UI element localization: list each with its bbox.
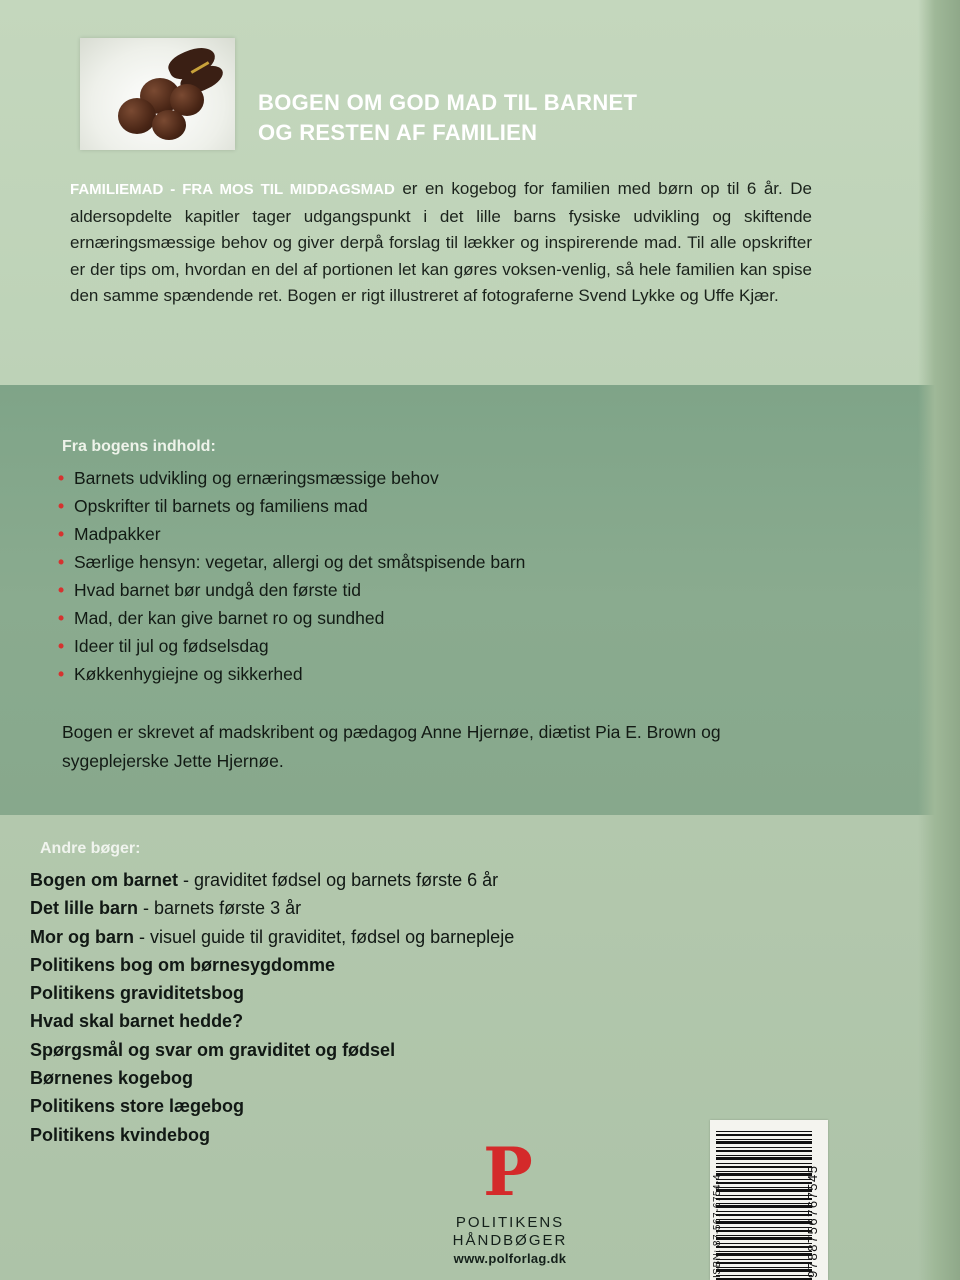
list-item [30, 866, 690, 894]
list-item [58, 464, 818, 492]
book-subtitle: - visuel guide til graviditet, fødsel og barnepleje [134, 926, 515, 947]
list-item [30, 923, 690, 951]
book-title: Politikens graviditetsbog [30, 983, 245, 1004]
list-item-label: Mad, der kan give barnet ro og sundhed [74, 608, 385, 628]
book-title: Hvad skal barnet hedde? [30, 1011, 244, 1032]
list-item [58, 520, 818, 548]
cover-edge [918, 0, 960, 1280]
bullet-icon: • [58, 608, 65, 628]
book-title: Børnenes kogebog [30, 1068, 194, 1089]
barcode-bars [716, 1128, 812, 1280]
book-title: Det lille barn [30, 898, 139, 919]
headline-line-1: BOGEN OM GOD MAD TIL BARNET [258, 90, 638, 115]
publisher-url: www.polforlag.dk [453, 1251, 567, 1266]
barcode-digits: 9788756767545 [805, 1164, 820, 1278]
other-books-list [30, 866, 690, 1149]
headline [258, 88, 878, 148]
list-item-label: Ideer til jul og fødselsdag [74, 636, 269, 656]
list-item [58, 548, 818, 576]
intro-text: er en kogebog for familien med børn op til 6 år. De aldersopdelte kapitler tager udgangspunkt i det lille barns fysiske udvikling og skiftende ernæringsmæssige behov og giver derpå forslag til lækker og inspirerende mad. Til alle opskrifter er der tips om, hvordan en del af portionen let kan gøres voksen-venlig, så hele familien kan spise den samme spændende ret. Bogen er rigt illustreret af fotograferne Svend Lykke og Uffe Kjær. [70, 179, 812, 305]
publisher-logo: P [483, 1133, 533, 1211]
contents-heading: Fra bogens indhold: [62, 438, 216, 455]
book-title: Politikens store lægebog [30, 1096, 245, 1117]
list-item [30, 1092, 690, 1120]
book-title: Politikens bog om børnesygdomme [30, 954, 336, 975]
list-item [30, 951, 690, 979]
list-item-label: Barnets udvikling og ernæringsmæssige behov [74, 468, 439, 488]
bullet-icon: • [58, 496, 65, 516]
list-item [30, 1036, 690, 1064]
list-item-label: Særlige hensyn: vegetar, allergi og det småtspisende barn [74, 552, 526, 572]
list-item [30, 1064, 690, 1092]
book-title: Bogen om barnet [30, 870, 179, 890]
book-subtitle: - barnets første 3 år [138, 898, 302, 919]
authors-paragraph: Bogen er skrevet af madskribent og pædagog Anne Hjernøe, diætist Pia E. Brown og sygeplejerske Jette Hjernøe. [62, 722, 721, 771]
bullet-icon: • [58, 664, 65, 684]
list-item [58, 632, 818, 660]
book-title: Spørgsmål og svar om graviditet og fødsel [30, 1039, 396, 1060]
intro-paragraph [70, 176, 812, 310]
list-item-label: Køkkenhygiejne og sikkerhed [74, 664, 303, 684]
bullet-icon: • [58, 524, 65, 544]
bullet-icon: • [58, 552, 65, 572]
bullet-icon: • [58, 468, 65, 488]
bullet-icon: • [58, 636, 65, 656]
book-title: Mor og barn [30, 926, 134, 947]
publisher-name [440, 1214, 580, 1268]
publisher-line-2: HÅNDBØGER [452, 1232, 568, 1249]
intro-lead: FAMILIEMAD - FRA MOS TIL MIDDAGSMAD [70, 181, 395, 198]
list-item [58, 604, 818, 632]
list-item [58, 492, 818, 520]
list-item [30, 979, 690, 1007]
isbn-label: ISBN: 87-567-6754-4 [712, 1173, 723, 1278]
headline-line-2: OG RESTEN AF FAMILIEN [258, 120, 538, 145]
food-photo [80, 38, 235, 150]
list-item [30, 894, 690, 922]
other-books-heading: Andre bøger: [40, 840, 141, 857]
book-title: Politikens kvindebog [30, 1124, 211, 1145]
list-item-label: Hvad barnet bør undgå den første tid [74, 580, 361, 600]
book-subtitle: - graviditet fødsel og barnets første 6 år [178, 870, 499, 890]
bullet-icon: • [58, 580, 65, 600]
list-item [58, 576, 818, 604]
list-item [30, 1007, 690, 1035]
list-item-label: Opskrifter til barnets og familiens mad [74, 496, 368, 516]
list-item-label: Madpakker [74, 524, 161, 544]
publisher-line-1: POLITIKENS [455, 1214, 565, 1231]
contents-list [58, 464, 818, 688]
list-item [30, 1121, 690, 1149]
list-item [58, 660, 818, 688]
